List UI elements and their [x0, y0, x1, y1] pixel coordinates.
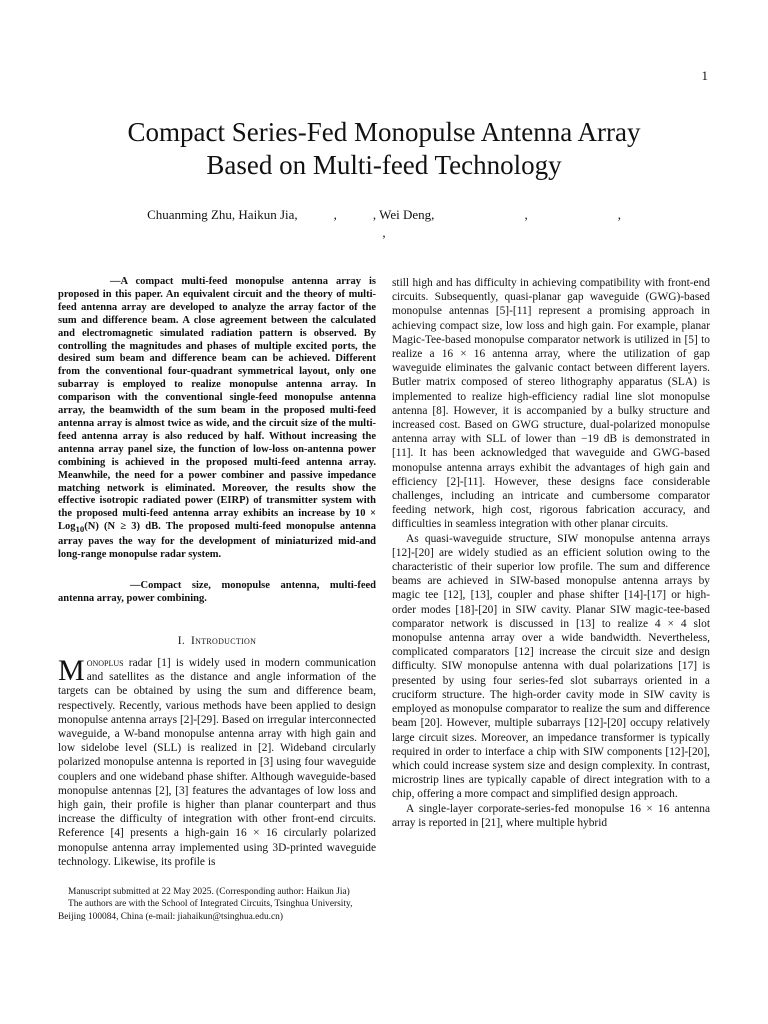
footnote-line-2: The authors are with the School of Integrated Circuits, Tsinghua University,	[68, 899, 353, 910]
author-list	[40, 206, 728, 242]
body-paragraph-2: As quasi-waveguide structure, SIW monopulse antenna arrays [12]-[20] are widely studied as an efficient solution owing to the characteristic of their superior low profile. The sum and difference beams are achieved in SIW-based monopulse antenna arrays by magic tee [12], [13], coupler and phase shifter [14]-[17] or high-order modes [18]-[20] in SIW cavity. Planar SIW magic-tee-based comparator network is discussed in [13] to realize 4 × 4 slot monopulse antenna array over a wide bandwidth. Nevertheless, complicated comparators [12] increase the circuit size and design difficulty. SIW monopulse antenna with dual polarizations [17] is presented by using four series-fed slot subarrays oriented in a cruciform structure. The high-order cavity mode in SIW cavity is employed as monopulse comparator to realize the sum and difference beam [20]. However, multiple subarrays [12]-[20] occupy relatively large circuit sizes. Moreover, an impedance transformer is typically required in order to interface a chip with SIW components [12]-[20], which could increase system size and design complexity. In contrast, microstrip lines are typically capable of direct integration with to a chip, offering a more compact and simplified design approach.	[392, 532, 710, 801]
author-separator-2: ,	[524, 207, 528, 222]
author-names-2: , Wei Deng,	[372, 207, 435, 222]
body-paragraph-1: still high and has difficulty in achieving compatibility with front-end circuits. Subsequently, quasi-planar gap waveguide (GWG)-based monopulse antennas [5]-[11] represent a promising approach in achieving compact size, low loss and high gain. For example, planar Magic-Tee-based monopulse comparator network is utilized in [5] to realize a 16 × 16 antenna array, where the utilization of gap waveguide eliminates the galvanic contact between different layers. Butler matrix composed of stereo lithography apparatus (SLA) is implemented to realize high-efficiency radial line slot monopulse antenna [8]. However, it is accompanied by a bulky structure and increased cost. Based on GWG structure, dual-polarized monopulse antenna array with SLL of lower than −19 dB is demonstrated in [11]. It has been acknowledged that waveguide and GWG-based monopulse antenna arrays exhibit the advantages of high gain and efficiency [2]-[11]. However, these designs face considerable challenges, including an intricate and cumbersome comparator feeding network, high cost, rigorous fabrication accuracy, and difficulties in seamless integration with other planar circuits.	[392, 277, 710, 531]
abstract-text-end: (N) (N ≥ 3) dB. The proposed multi-feed monopulse antenna array paves the way for the development of miniaturized mid-and long-range monopulse radar system.	[58, 521, 376, 561]
title-line-2: Based on Multi-feed Technology	[206, 150, 562, 180]
author-separator-3: ,	[617, 207, 621, 222]
section-number: I.	[177, 634, 186, 647]
right-column	[392, 276, 710, 830]
intro-paragraph	[58, 656, 376, 869]
author-separator-1: ,	[333, 207, 337, 222]
drop-cap: M	[58, 654, 85, 688]
author-line-2: ,	[382, 225, 386, 240]
footnote-line-1: Manuscript submitted at 22 May 2025. (Corresponding author: Haikun Jia)	[68, 887, 350, 897]
abstract-text: —A compact multi-feed monopulse antenna array is proposed in this paper. An equivalent circuit and the theory of multi-feed antenna array are developed to analyze the array factor of the sum and difference beam. A close agreement between the calculated and electromagnetic simulated radiation pattern is observed. By controlling the magnitudes and phases of multiple excited ports, the desired sum beam and difference beam can be achieved. Different from the conventional four-quadrant symmetrical layout, only one subarray is employed to realize monopulse antenna array. In comparison with the conventional single-feed monopulse antenna array, the beamwidth of the sum beam in the proposed multi-feed antenna array is almost twice as wide, and the circuit size of the multi-feed antenna array is also reduced by half. Without increasing the antenna array panel size, the function of low-loss on-antenna power combining is achieved in the proposed multi-feed antenna array. Meanwhile, the need for a power combiner and passive impedance matching network is eliminated. Moreover, the results show the effective isotropic radiated power (EIRP) of transmitter system with the proposed multi-feed antenna array exhibits an increase by 10 × Log	[58, 276, 376, 533]
body-paragraph-3: A single-layer corporate-series-fed monopulse 16 × 16 antenna array is reported in [21], where multiple hybrid	[392, 802, 710, 829]
intro-text: radar [1] is widely used in modern communication and satellites as the distance and angle information of the targets can be obtained by using the sum and difference beam, respectively. Recently, various methods have been applied to design monopulse antenna arrays [2]-[29]. Based on irregular interconnected waveguide, a W-band monopulse antenna array with high gain and low sidelobe level (SLL) is realized in [2]. Wideband circularly polarized monopulse antenna is reported in [3] using four waveguide couplers and one wideband phase shifter. Although waveguide-based monopulse antennas [2], [3] features the advantages of low loss and high gain, their profile is higher than planar counterpart and thus increase the difficulty of integration with other front-end circuits. Reference [4] presents a high-gain 16 × 16 circularly polarized monopulse antenna array implemented using 3D-printed waveguide technology. Likewise, its profile is	[58, 657, 376, 868]
title-line-1: Compact Series-Fed Monopulse Antenna Array	[127, 117, 641, 147]
section-heading	[58, 634, 376, 648]
abstract	[58, 276, 376, 562]
author-names-1: Chuanming Zhu, Haikun Jia,	[147, 207, 298, 222]
index-terms: —Compact size, monopulse antenna, multi-feed antenna array, power combining.	[58, 580, 376, 604]
abstract-subscript: 10	[75, 524, 85, 535]
footnote	[58, 886, 376, 923]
left-column	[58, 276, 376, 869]
intro-smallcaps: onoplus	[86, 657, 124, 670]
footnote-line-3: Beijing 100084, China (e-mail: jiahaikun@tsinghua.edu.cn)	[58, 911, 283, 922]
paper-title	[40, 116, 728, 182]
section-title: Introduction	[191, 634, 257, 647]
page-number: 1	[701, 68, 708, 83]
